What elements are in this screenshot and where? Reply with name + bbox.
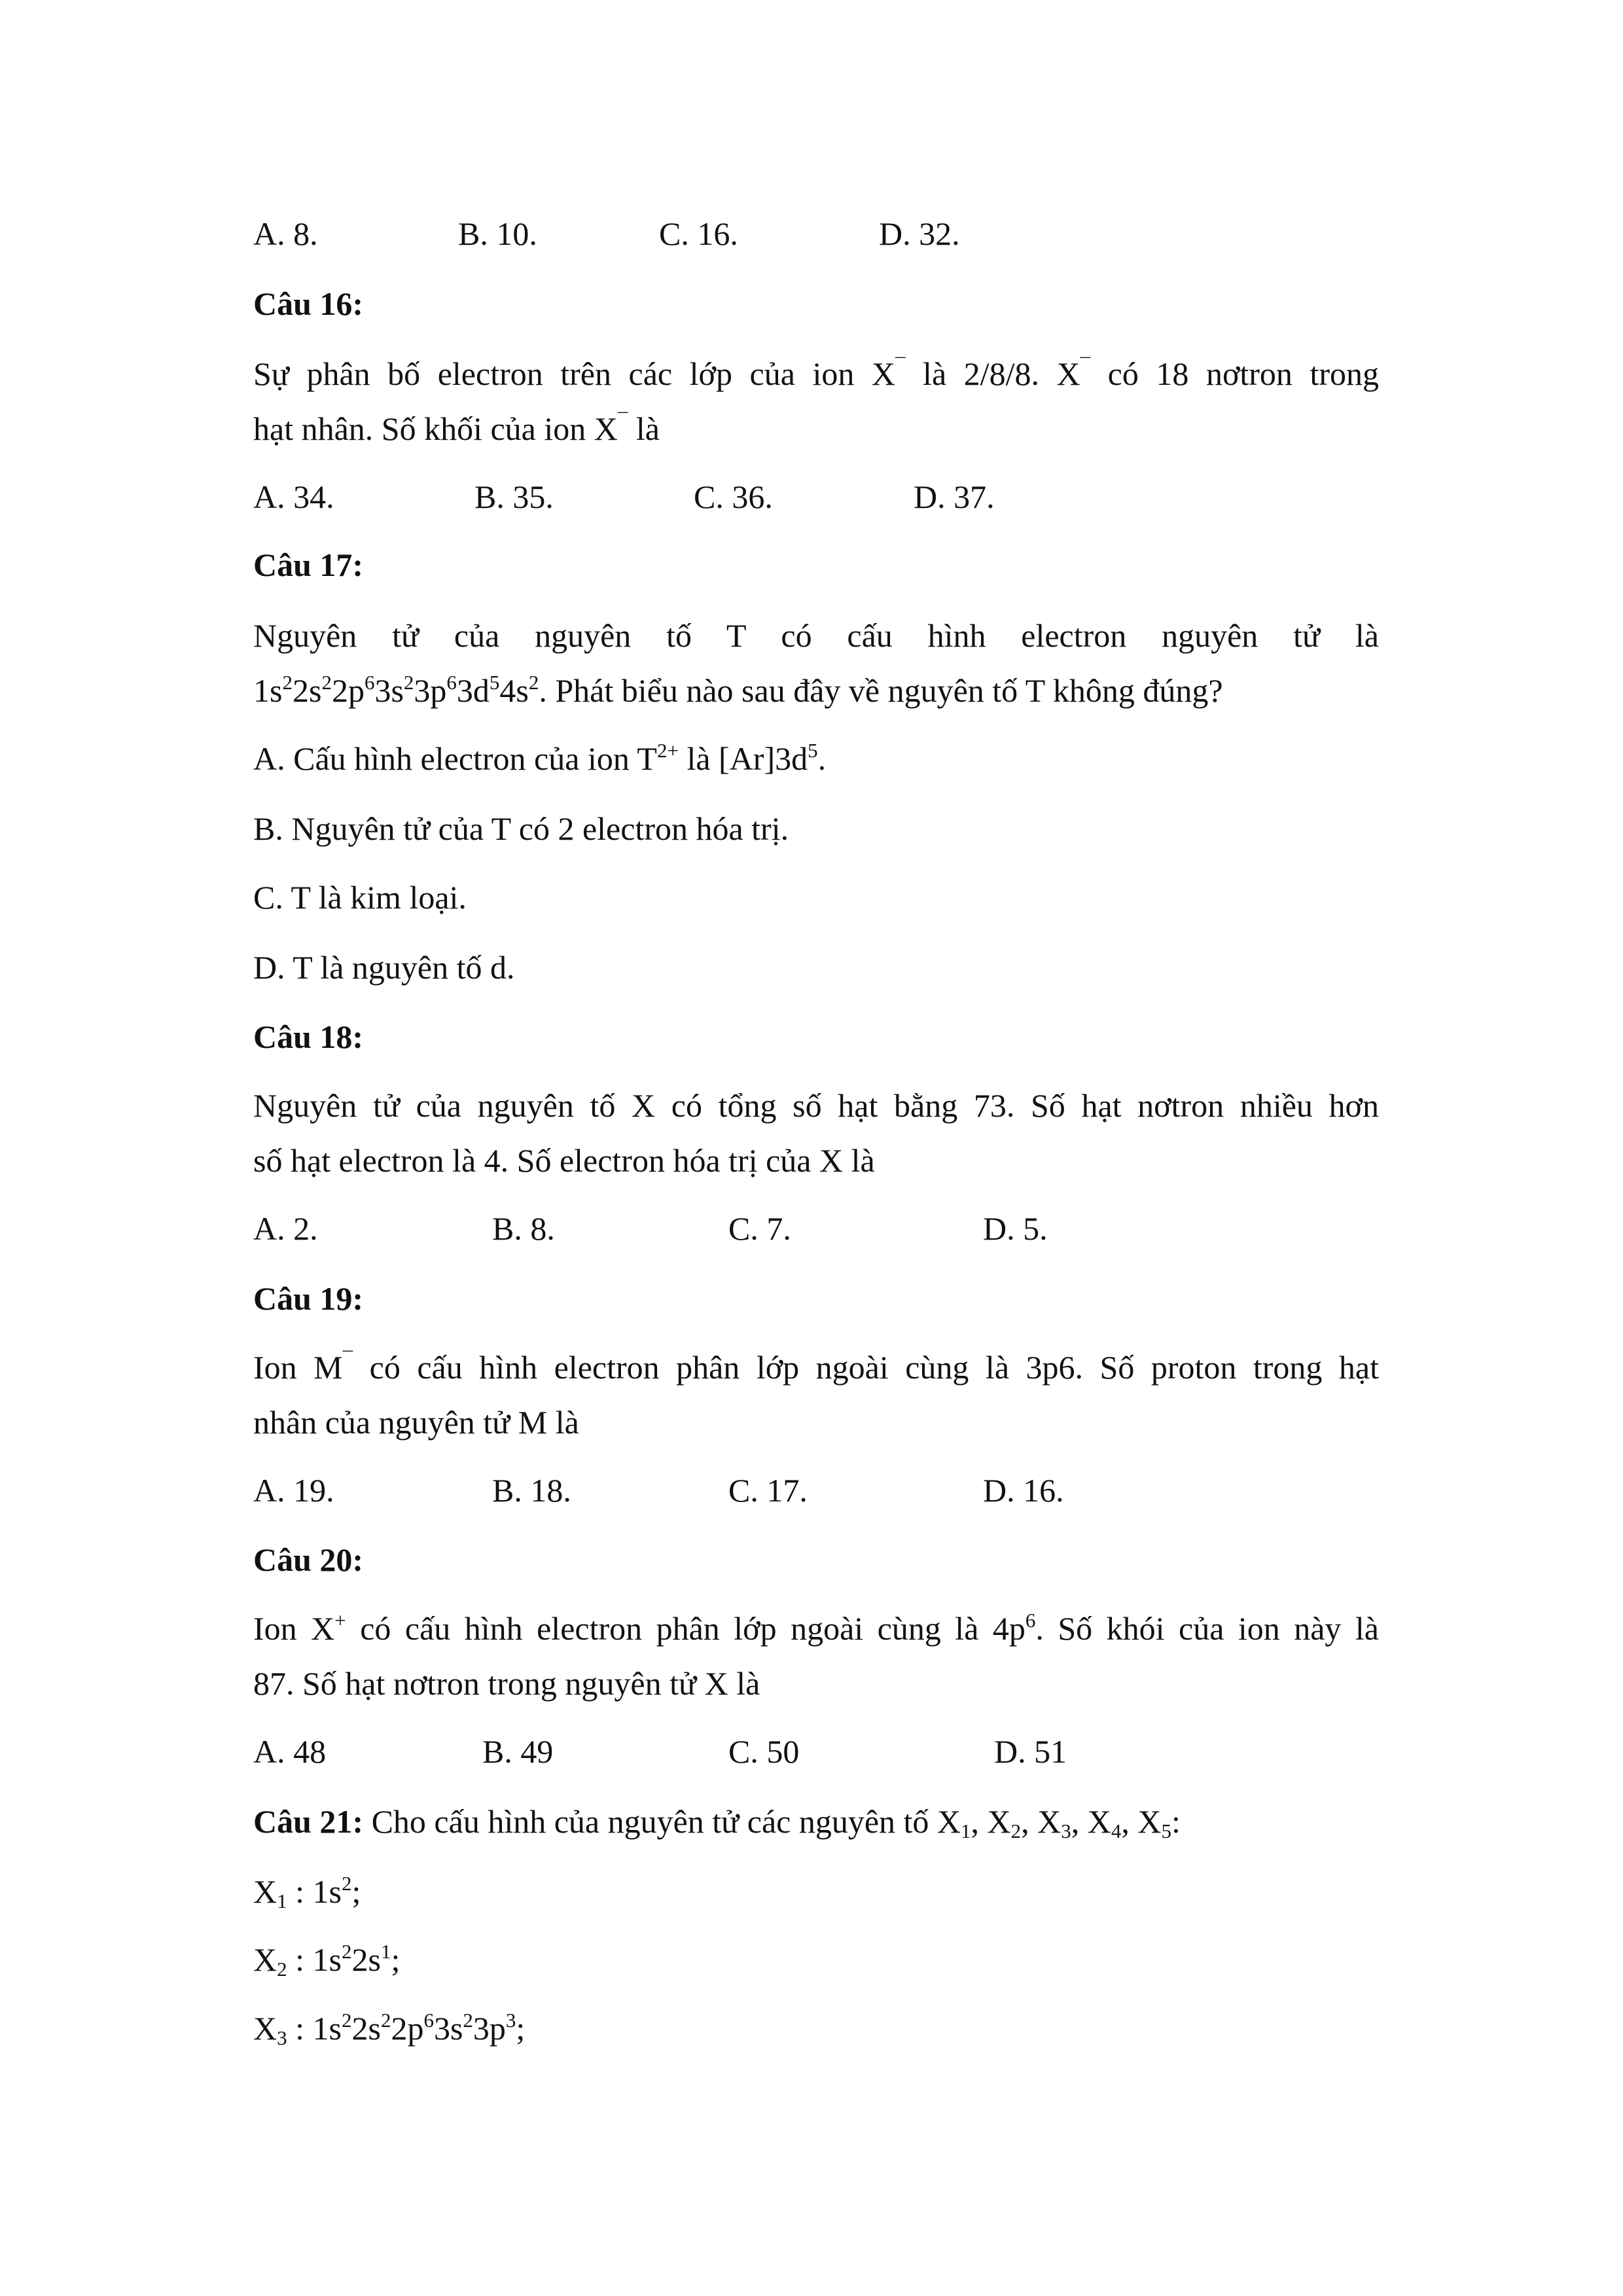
- electron-configuration: [253, 672, 539, 709]
- q21-text-part: :: [1171, 1803, 1181, 1840]
- orbital: 3d: [456, 672, 490, 709]
- q16-option-d[interactable]: D. 37.: [914, 478, 995, 515]
- q18-option-d[interactable]: D. 5.: [983, 1210, 1048, 1247]
- orbital: 2s: [292, 672, 322, 709]
- q21-text-line1: Câu 21: Cho cấu hình của nguyên tử các nguyên tố $X_1$, $X_2$, $X_3$, $X_4$, $X_5$:: [253, 1803, 1181, 1842]
- q17-option-c[interactable]: C. T là kim loại.: [253, 879, 467, 916]
- orbital-count: 6: [1025, 1608, 1036, 1632]
- ion-charge: 2+: [656, 738, 679, 762]
- element-index: 4: [1111, 1819, 1122, 1842]
- orbital: 3s: [374, 672, 404, 709]
- orbital-count: 2: [380, 2008, 391, 2032]
- element-index: 2: [277, 1957, 287, 1981]
- q18-title: Câu 18:: [253, 1018, 364, 1055]
- ion-charge: ¯: [895, 353, 906, 377]
- q16-text-part: có 18 nơtron trong: [1090, 355, 1380, 392]
- q16-text-line1: [253, 347, 1379, 401]
- q19-option-c[interactable]: C. 17.: [728, 1472, 808, 1509]
- q18-option-b[interactable]: B. 8.: [492, 1210, 555, 1247]
- element-symbol: X: [253, 1873, 277, 1910]
- orbital: 2s: [351, 2010, 381, 2047]
- q19-option-d[interactable]: D. 16.: [983, 1472, 1064, 1509]
- ion-charge: ¯: [617, 408, 628, 432]
- q16-option-c[interactable]: C. 36.: [694, 478, 773, 515]
- orbital-count: 2: [463, 2008, 473, 2032]
- orbital-count: 2: [528, 670, 539, 694]
- q21-config-x3: [253, 2001, 525, 2055]
- orbital: 4s: [499, 672, 529, 709]
- q20-option-b[interactable]: B. 49: [482, 1733, 554, 1770]
- q16-title: Câu 16:: [253, 285, 364, 322]
- q16-text-part: hạt nhân. Số khối của ion X: [253, 410, 618, 447]
- orbital: 3s: [433, 2010, 463, 2047]
- q19-title: Câu 19:: [253, 1280, 364, 1317]
- orbital-count: 2: [341, 1871, 352, 1895]
- orbital: 2p: [331, 672, 365, 709]
- q20-title: Câu 20:: [253, 1541, 364, 1578]
- option-text: là [Ar]3d: [678, 740, 808, 777]
- orbital: : 1s: [287, 1873, 342, 1910]
- terminator: ;: [391, 1941, 401, 1978]
- q18-text-line1: Nguyên tử của nguyên tố X có tổng số hạt bằng 73. Số hạt nơtron nhiều hơn: [253, 1087, 1379, 1124]
- q20-text-line2: 87. Số hạt nơtron trong nguyên tử X là: [253, 1665, 760, 1702]
- orbital-count: 2: [282, 670, 293, 694]
- orbital-count: 6: [364, 670, 375, 694]
- element-index: 3: [1061, 1819, 1071, 1842]
- q17-option-a[interactable]: [253, 732, 826, 785]
- q15-option-d[interactable]: D. 32.: [879, 215, 960, 252]
- q19-text-part: Ion M: [253, 1349, 343, 1386]
- orbital-count: 2: [321, 670, 332, 694]
- element-index: 3: [277, 2026, 287, 2049]
- orbital: : 1s: [287, 2010, 342, 2047]
- orbital-count: 1: [380, 1939, 391, 1963]
- orbital: 1s: [253, 672, 283, 709]
- element-symbol: X: [253, 2010, 277, 2047]
- q20-text-part: Ion X: [253, 1610, 335, 1647]
- ion-charge: ¯: [342, 1347, 353, 1371]
- q20-option-c[interactable]: C. 50: [728, 1733, 800, 1770]
- ion-charge: ¯: [1080, 353, 1091, 377]
- separator: ,: [1121, 1803, 1138, 1840]
- q19-text-line1: [253, 1340, 1379, 1394]
- q19-option-b[interactable]: B. 18.: [492, 1472, 571, 1509]
- ion-charge: +: [334, 1608, 346, 1632]
- orbital: 3p: [473, 2010, 506, 2047]
- orbital: 3p: [414, 672, 447, 709]
- q21-config-x2: [253, 1933, 400, 1986]
- q21-title: Câu 21:: [253, 1803, 364, 1840]
- orbital-count: 3: [505, 2008, 516, 2032]
- q16-text-part: là: [628, 410, 660, 447]
- q19-text-part: có cấu hình electron phân lớp ngoài cùng là 3p6. Số proton trong hạt: [353, 1349, 1380, 1386]
- orbital-count: 5: [489, 670, 500, 694]
- q17-title: Câu 17:: [253, 547, 364, 583]
- q20-option-a[interactable]: A. 48: [253, 1733, 327, 1770]
- orbital-count: 2: [341, 2008, 352, 2032]
- option-text: .: [817, 740, 827, 777]
- q19-option-a[interactable]: A. 19.: [253, 1472, 334, 1509]
- q20-text-line1: [253, 1602, 1379, 1655]
- q21-config-x1: [253, 1865, 361, 1918]
- element-symbol: X: [253, 1941, 277, 1978]
- separator: ,: [971, 1803, 988, 1840]
- q16-option-a[interactable]: A. 34.: [253, 478, 334, 515]
- q17-text-line2: [253, 664, 1223, 717]
- q20-option-d[interactable]: D. 51: [994, 1733, 1067, 1770]
- orbital: 2s: [351, 1941, 381, 1978]
- q20-text-part: có cấu hình electron phân lớp ngoài cùng là 4p: [346, 1610, 1026, 1647]
- q19-text-line2: nhân của nguyên tử M là: [253, 1404, 579, 1441]
- orbital: : 1s: [287, 1941, 342, 1978]
- orbital: 2p: [391, 2010, 424, 2047]
- terminator: ;: [351, 1873, 361, 1910]
- orbital-count: 6: [446, 670, 457, 694]
- q15-option-b[interactable]: B. 10.: [458, 215, 537, 252]
- q16-text-part: Sự phân bố electron trên các lớp của ion X: [253, 355, 896, 392]
- orbital-count: 2: [403, 670, 414, 694]
- separator: ,: [1071, 1803, 1088, 1840]
- q15-option-a[interactable]: A. 8.: [253, 215, 318, 252]
- option-text: A. Cấu hình electron của ion T: [253, 740, 657, 777]
- q16-text-line2: [253, 402, 660, 456]
- element-index: 1: [277, 1889, 287, 1912]
- orbital-count: 6: [423, 2008, 434, 2032]
- orbital-count: 5: [808, 738, 818, 762]
- q17-text-line1: Nguyên tử của nguyên tố T có cấu hình electron nguyên tử là: [253, 617, 1379, 654]
- orbital-count: 2: [341, 1939, 352, 1963]
- terminator: ;: [516, 2010, 526, 2047]
- q16-option-b[interactable]: B. 35.: [474, 478, 554, 515]
- q17-option-b[interactable]: B. Nguyên tử của T có 2 electron hóa trị.: [253, 810, 789, 847]
- q21-text-part: Cho cấu hình của nguyên tử các nguyên tố X: [363, 1803, 961, 1840]
- element-index: 2: [1010, 1819, 1022, 1842]
- element-index: 1: [961, 1819, 971, 1842]
- q16-text-part: là 2/8/8. X: [905, 355, 1080, 392]
- q18-option-c[interactable]: C. 7.: [728, 1210, 791, 1247]
- q18-option-a[interactable]: A. 2.: [253, 1210, 318, 1247]
- element-index: 5: [1161, 1819, 1171, 1842]
- q15-option-c[interactable]: C. 16.: [659, 215, 738, 252]
- q17-option-d[interactable]: D. T là nguyên tố d.: [253, 949, 515, 986]
- separator: ,: [1021, 1803, 1038, 1840]
- q17-text-part: . Phát biểu nào sau đây về nguyên tố T không đúng?: [539, 672, 1223, 709]
- q18-text-line2: số hạt electron là 4. Số electron hóa trị của X là: [253, 1142, 875, 1179]
- q20-text-part: . Số khói của ion này là: [1035, 1610, 1379, 1647]
